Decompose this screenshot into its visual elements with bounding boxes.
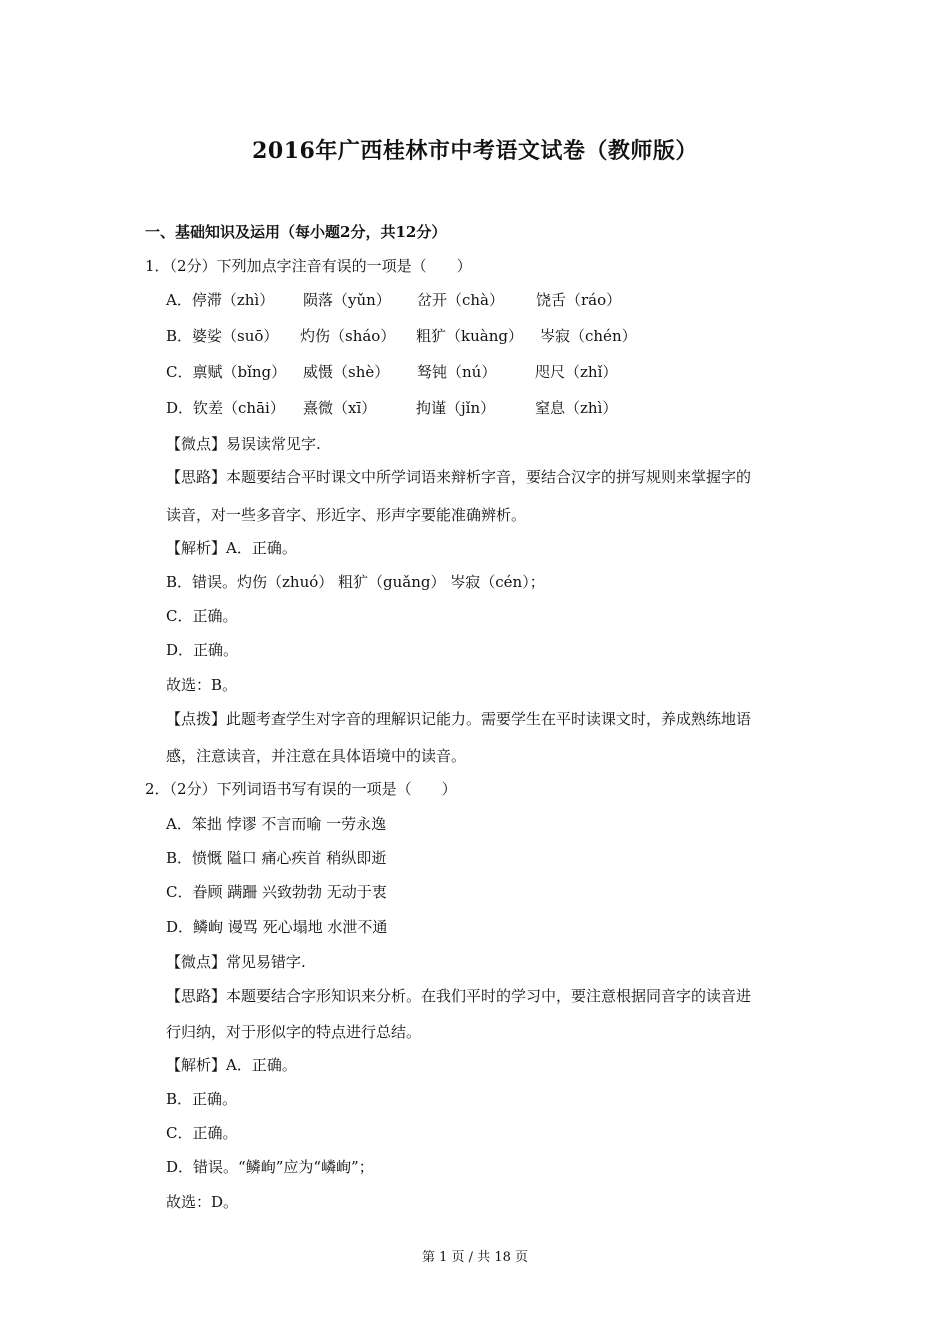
q2-analysis-b: B．正确。 [166,1090,238,1108]
document-page: 2016年广西桂林市中考语文试卷（教师版） 一、基础知识及运用（每小题2分，共12分） 1．（2分）下列加点字注音有误的一项是（ ） A．停滞（zhì） 陨落（yǔn） 岔开（chà） 饶舌（ráo） B．婆娑（suō） 灼伤（sháo） 粗犷（kuàng） 岑寂（chén） C．禀赋（bǐng） 威慑（shè） 驽钝（nú） 咫尺（zhǐ） D．钦差（chāi） 熹微（xī） 拘谨（jǐn） 窒息（zhì） 【微点】易误读常见字. 【思路】本题要结合平时课文中所学词语来辩析字音，要结合汉字的拼写规则来掌握字的 读音，对一些多音字、形近字、形声字要能准确辨析。 【解析】A．正确。 B．错误。灼伤（zhuó） 粗犷（guǎng） 岑寂（cén）； C．正确。 D．正确。 故选：B。 【点拨】此题考查学生对字音的理解识记能力。需要学生在平时读课文时，养成熟练地语 感，注意读音，并注意在具体语境中的读音。 2．（2分）下列词语书写有误的一项是（ ） A．笨拙 悖谬 不言而喻 一劳永逸 B．愤慨 隘口 痛心疾首 稍纵即逝 C．眷顾 蹒跚 兴致勃勃 无动于衷 D．鳞峋 谩骂 死心塌地 水泄不通 【微点】常见易错字. 【思路】本题要结合字形知识来分析。在我们平时的学习中，要注意根据同音字的读音进 行归纳，对于形似字的特点进行总结。 【解析】A．正确。 B．正确。 C．正确。 D．错误。“鳞峋”应为“嶙峋”； 故选：D。 第 1 页 / 共 18 页 [0,0,950,1344]
q2-silu-line2: 行归纳，对于形似字的特点进行总结。 [166,1023,422,1041]
q2-jiexi: 【解析】A．正确。 [166,1056,297,1074]
q1-analysis-b: B．错误。灼伤（zhuó） 粗犷（guǎng） 岑寂（cén）； [166,573,545,591]
q2-option-d: D．鳞峋 谩骂 死心塌地 水泄不通 [166,918,388,936]
q2-silu-line1: 【思路】本题要结合字形知识来分析。在我们平时的学习中，要注意根据同音字的读音进 [166,987,752,1005]
q1-dianbo-line1: 【点拨】此题考查学生对字音的理解识记能力。需要学生在平时读课文时，养成熟练地语 [166,710,752,728]
q2-answer: 故选：D。 [166,1193,239,1211]
q2-weidian: 【微点】常见易错字. [166,953,306,971]
q1-weidian: 【微点】易误读常见字. [166,435,321,453]
q1-analysis-c: C．正确。 [166,607,238,625]
q1-answer: 故选：B。 [166,676,238,694]
q1-jiexi: 【解析】A．正确。 [166,539,297,557]
q2-analysis-d: D．错误。“鳞峋”应为“嶙峋”； [166,1158,374,1176]
q1-silu-line1: 【思路】本题要结合平时课文中所学词语来辩析字音，要结合汉字的拼写规则来掌握字的 [166,468,752,486]
question-1-stem: 1．（2分）下列加点字注音有误的一项是（ ） [145,257,472,275]
section-heading: 一、基础知识及运用（每小题2分，共12分） [145,223,447,241]
q2-option-b: B．愤慨 隘口 痛心疾首 稍纵即逝 [166,849,387,867]
q1-silu-line2: 读音，对一些多音字、形近字、形声字要能准确辨析。 [166,506,527,524]
q1-analysis-d: D．正确。 [166,641,239,659]
q1-dianbo-line2: 感，注意读音，并注意在具体语境中的读音。 [166,747,467,765]
question-2-stem: 2．（2分）下列词语书写有误的一项是（ ） [145,780,457,798]
q2-analysis-c: C．正确。 [166,1124,238,1142]
q2-option-c: C．眷顾 蹒跚 兴致勃勃 无动于衷 [166,883,387,901]
page-footer: 第 1 页 / 共 18 页 [422,1250,528,1265]
page-title: 2016年广西桂林市中考语文试卷（教师版） [252,138,698,164]
q2-option-a: A．笨拙 悖谬 不言而喻 一劳永逸 [166,815,387,833]
